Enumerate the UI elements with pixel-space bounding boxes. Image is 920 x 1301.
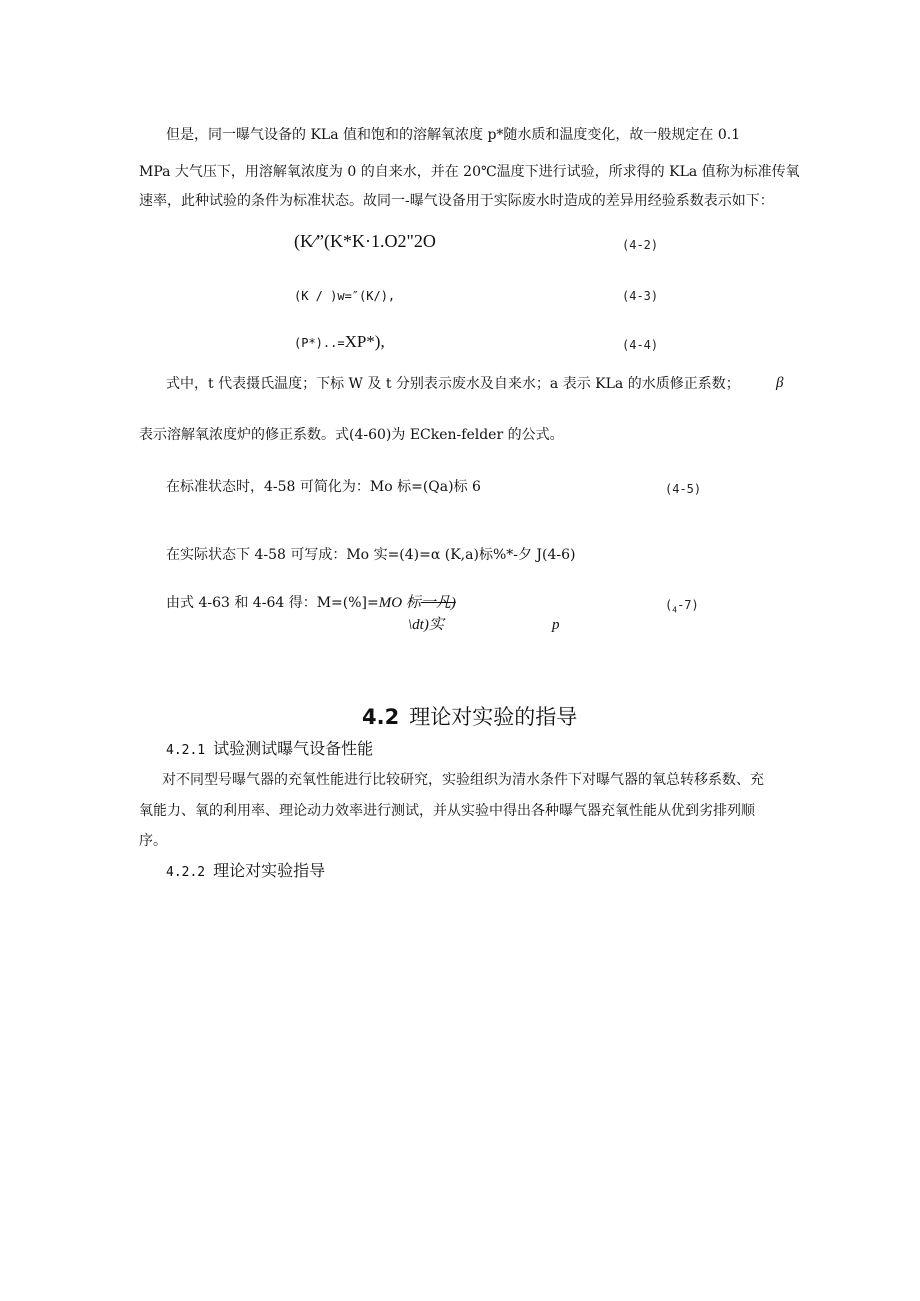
derived-formula-line	[166, 594, 456, 612]
derived-subscript-right: p	[552, 617, 560, 633]
body-line-1: 对不同型号曝气器的充氧性能进行比较研究，实验组织为清水条件下对曝气器的氧总转移系数、充	[162, 772, 764, 788]
standard-state-line: 在标准状态时，4-58 可简化为：Mo 标=(Qa)标 6	[166, 479, 481, 495]
equation-number-4-7-open: (	[665, 598, 673, 612]
explanation-line-1: 式中，t 代表摄氏温度；下标 W 及 t 分别表示废水及自来水；a 表示 KLa 的水质修正系数；	[166, 376, 740, 392]
equation-4-3: (K / )w=″(K/),	[294, 289, 396, 303]
derived-subscript-left: \dt)实	[408, 617, 444, 633]
subsection-4-2-1-number: 4.2.1	[166, 743, 206, 758]
equation-4-4	[294, 333, 385, 352]
paragraph-1-line-3: 速率，此种试验的条件为标准状态。故同一-曝气设备用于实际废水时造成的差异用经验系数表示如下：	[139, 193, 774, 209]
subsection-4-2-2-number: 4.2.2	[166, 865, 206, 880]
subsection-4-2-1-title: 试验测试曝气设备性能	[213, 739, 374, 758]
subsection-4-2-1	[166, 739, 373, 761]
equation-number-4-4: (4-4)	[622, 338, 659, 352]
body-line-3: 序。	[139, 833, 167, 849]
section-title	[362, 704, 577, 730]
equation-number-4-5: (4-5)	[665, 482, 702, 496]
derived-italic-part: MO 标	[378, 595, 421, 611]
derived-prefix: 由式 4-63 和 4-64 得：M=(%]=	[166, 595, 379, 611]
equation-number-4-7-sub: 4	[672, 605, 678, 615]
paragraph-1-line-1: 但是，同一曝气设备的 KLa 值和饱和的溶解氧浓度 p*随水质和温度变化，故一般规定在 0.1	[166, 127, 741, 143]
equation-number-4-2: (4-2)	[622, 238, 659, 252]
body-line-2: 氧能力、氧的利用率、理论动力效率进行测试，并从实验中得出各种曝气器充氧性能从优到劣排列顺	[139, 803, 755, 819]
subsection-4-2-2-title: 理论对实验指导	[213, 861, 326, 880]
paragraph-1-line-2: MPa 大气压下，用溶解氧浓度为 0 的自来水，并在 20℃温度下进行试验，所求得的 KLa 值称为标准传氧	[139, 164, 800, 180]
equation-4-2: (K⁄”(K*K·1.O2"2O	[294, 231, 436, 251]
equation-number-4-3: (4-3)	[622, 289, 659, 303]
beta-symbol: β	[776, 375, 784, 391]
subsection-4-2-2	[166, 861, 325, 883]
equation-4-4-prefix: (P*)..=	[294, 336, 345, 350]
section-number: 4.2	[362, 705, 400, 729]
actual-state-line: 在实际状态下 4-58 可写成：Mo 实=(4)=α (K,a)标%*-夕 J(4-6)	[166, 547, 576, 563]
section-title-text: 理论对实验的指导	[409, 705, 578, 729]
derived-struck-part: 一凡)	[420, 595, 456, 611]
equation-4-4-main: XP*),	[344, 332, 385, 351]
explanation-line-2: 表示溶解氧浓度炉的修正系数。式(4-60)为 ECken-felder 的公式。	[139, 427, 564, 443]
equation-number-4-7	[665, 596, 699, 619]
equation-number-4-7-close: -7)	[677, 598, 699, 612]
